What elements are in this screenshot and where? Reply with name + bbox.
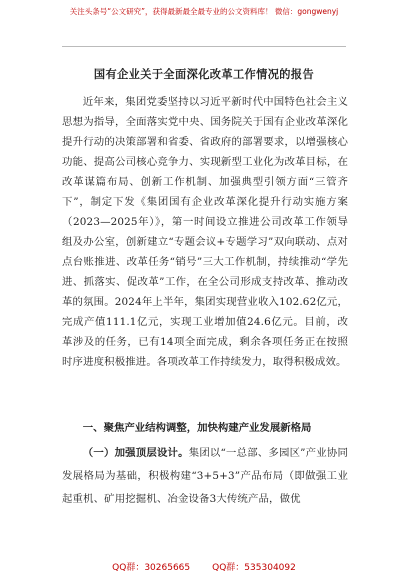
footer-qq-group-1: QQ群：30265665 — [112, 563, 191, 573]
footer — [0, 560, 408, 573]
subsection-paragraph-1 — [62, 442, 348, 511]
document-title: 国有企业关于全面深化改革工作情况的报告 — [93, 67, 315, 81]
footer-qq-group-2: QQ群：535304092 — [212, 563, 296, 573]
subsection-text-1: 集团以“一总部、多园区”产业协同发展格局为基础，积极构建“3+5+3”产品布局（即做强工业起重机、矿用挖掘机、冶金设备3大传统产品，做优 — [62, 447, 349, 505]
intro-paragraph: 近年来，集团党委坚持以习近平新时代中国特色社会主义思想为指导，全面落实党中央、国务院关于国有企业改革深化提升行动的决策部署和省委、省政府的部署要求，以增强核心功能、提高公司核心竞争力、实现新型工业化为改革目标，在改革谋篇布局、创新工作机制、加强典型引领方面“三管齐下”，制定下发《集团国有企业改革深化提升行动实施方案（2023—2025年）》，第一时间设立推进公司改革工作领导组及办公室，创新建立“专题会议+专题学习”双向联动、点对点台账推进、改革任务“销号”三大工作机制，持续推动“学先进、抓落实、促改革”工作，在全公司形成支持改革、推动改革的氛围。2024年上半年，集团实现营业收入102.62亿元，完成产值111.1亿元，实现工业增加值24.6亿元。目前，改革涉及的任务，已有14项全面完成，剩余各项任务正在按照时序进度积极推进。各项改革工作持续发力，取得积极成效。 — [62, 96, 348, 368]
header-divider — [62, 46, 346, 47]
subsection-heading-1: （一）加强顶层设计。 — [82, 447, 189, 459]
header-promo-note: 关注头条号“公文研究”，获得最新最全最专业的公文资料库！ 微信：gongwenyj — [69, 7, 339, 16]
section-heading-1: 一、聚焦产业结构调整，加快构建产业发展新格局 — [82, 422, 312, 434]
